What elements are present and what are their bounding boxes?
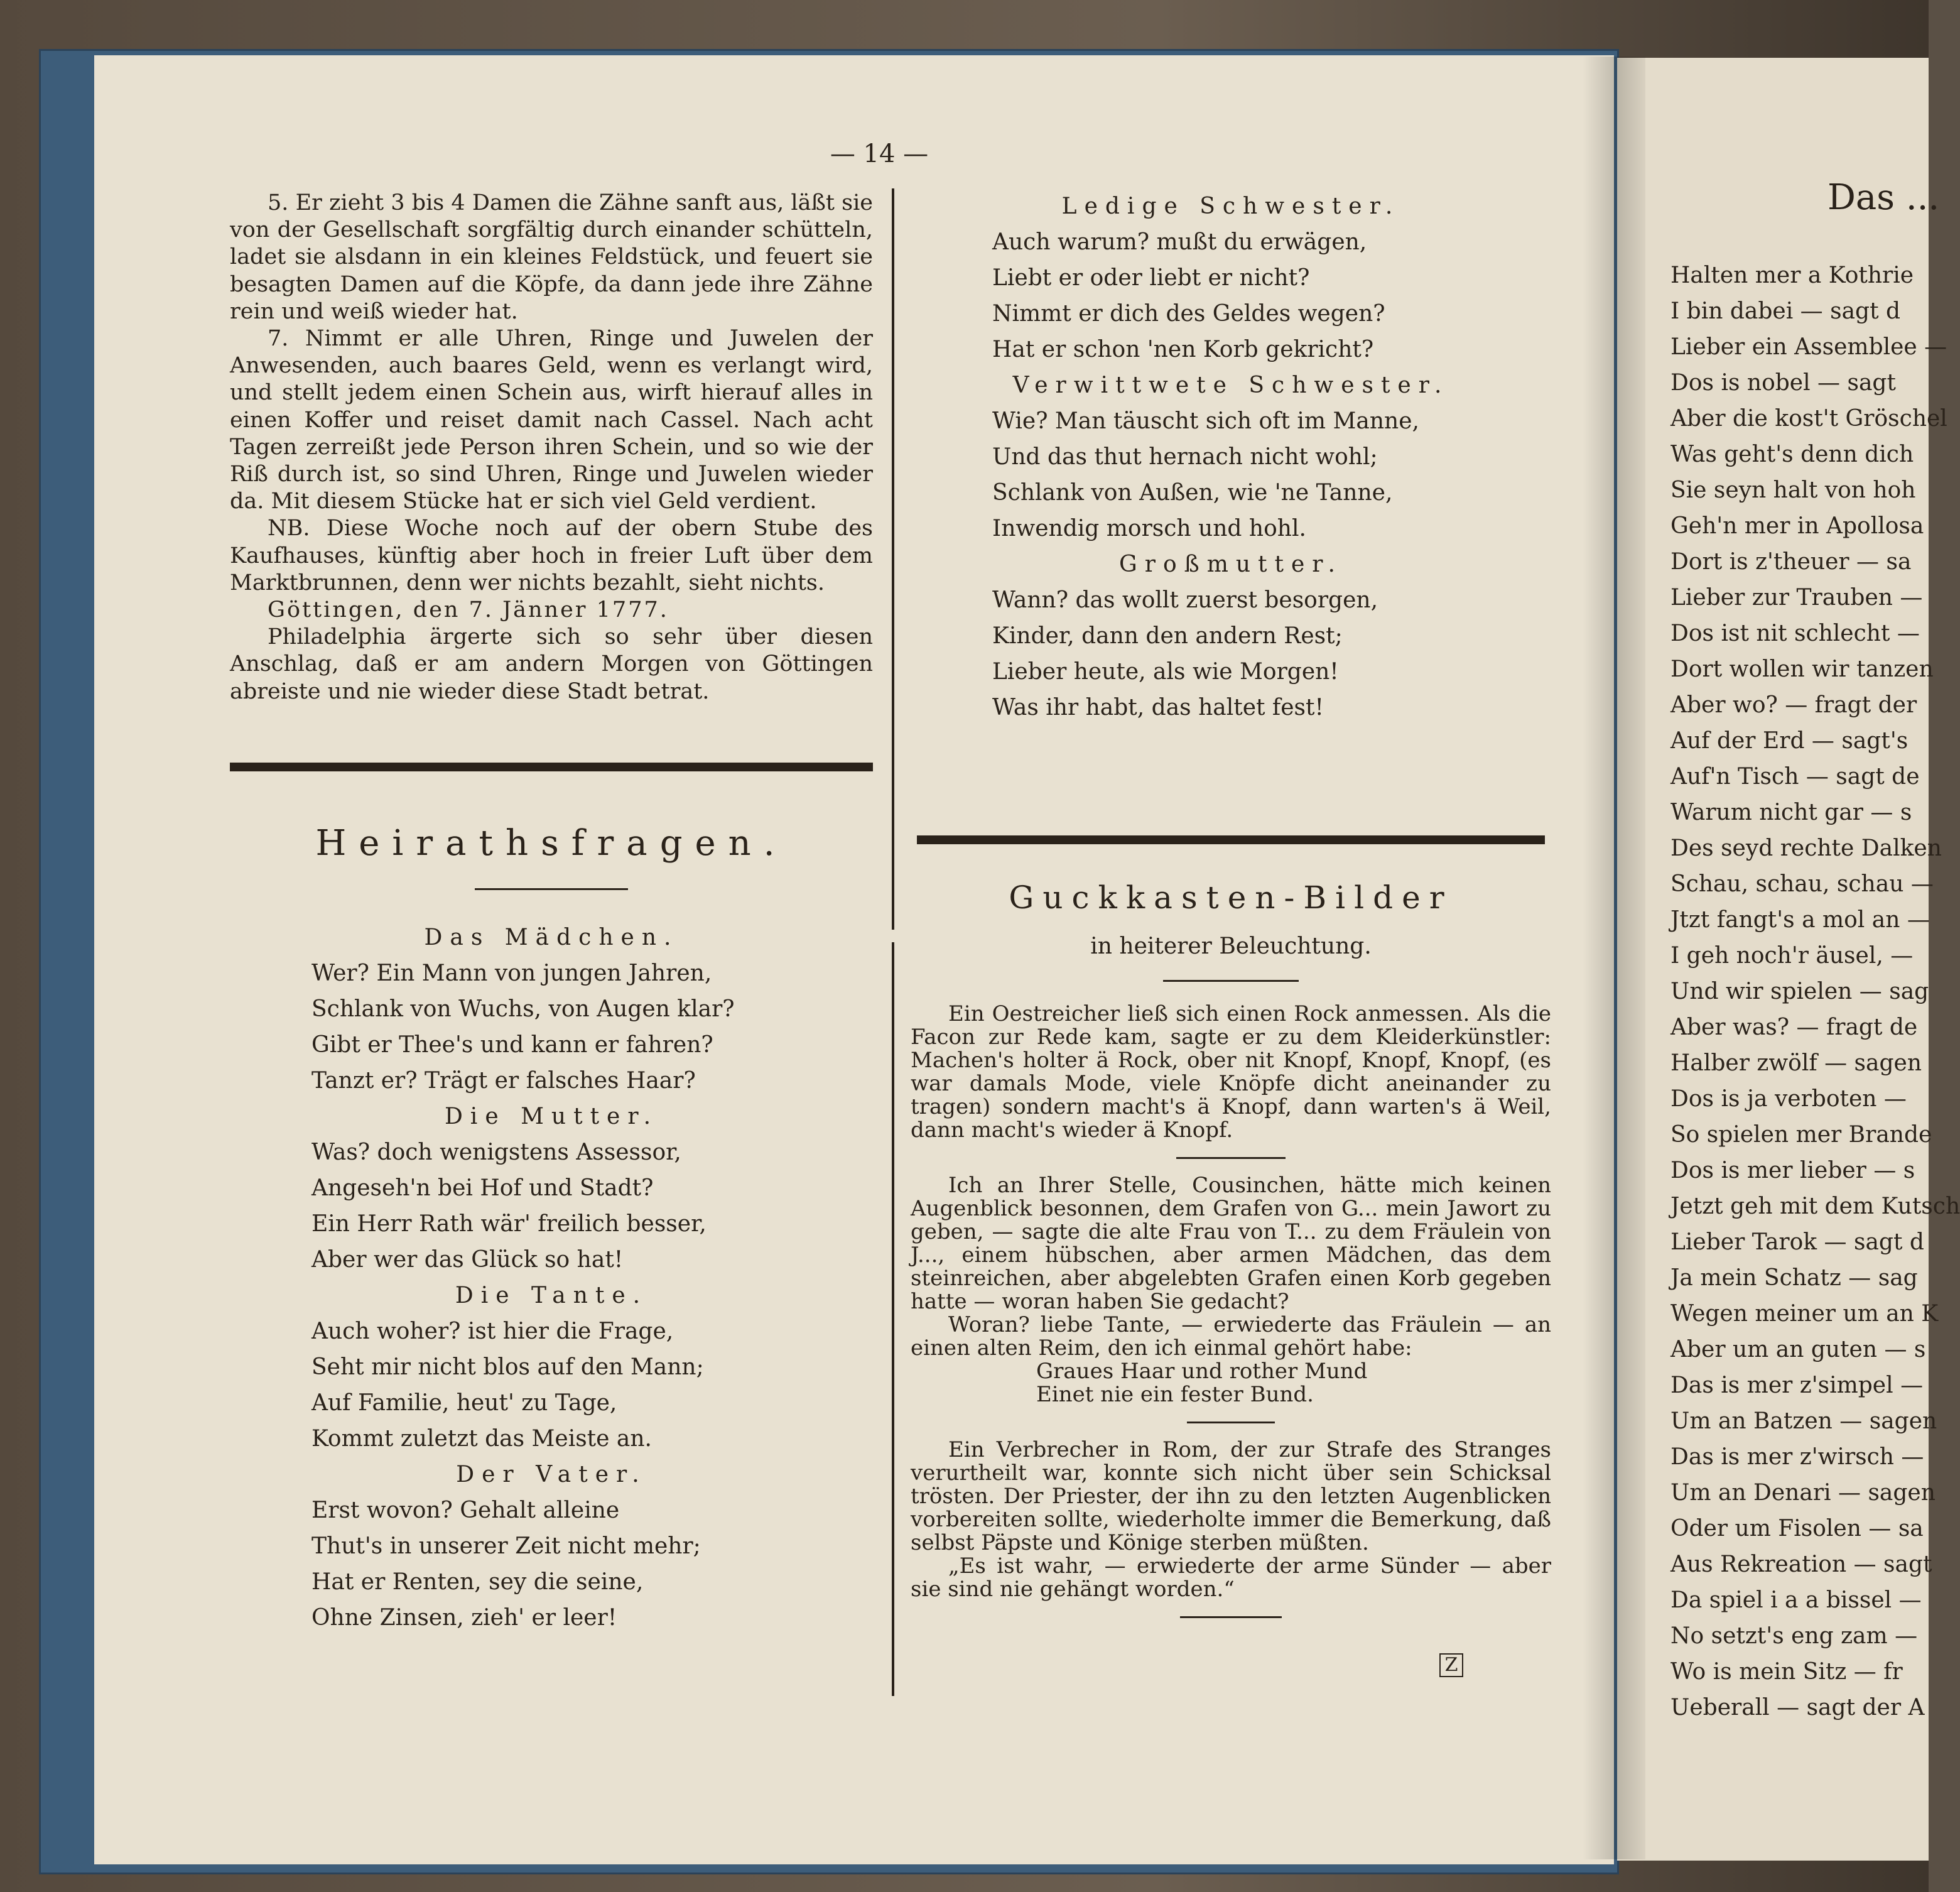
right-line: Um an Denari — sagen — [1670, 1480, 1936, 1506]
right-line: Ja mein Schatz — sag — [1670, 1265, 1918, 1291]
verse-line: Seht mir nicht blos auf den Mann; — [311, 1354, 704, 1380]
right-line: Was geht's denn dich — [1670, 442, 1914, 467]
right-line: Warum nicht gar — s — [1670, 800, 1912, 825]
right-line: Dos is nobel — sagt — [1670, 370, 1896, 396]
verse-line: Nimmt er dich des Geldes wegen? — [992, 301, 1385, 327]
guckkasten-heading: Guckkasten-Bilder — [1009, 879, 1453, 916]
right-line: Dos is mer lieber — s — [1670, 1158, 1915, 1183]
right-line: Oder um Fisolen — sa — [1670, 1516, 1924, 1541]
speaker-grossmutter: Großmutter. — [1119, 552, 1343, 577]
paragraph-7: 7. Nimmt er alle Uhren, Ringe und Juwelen der Anwesenden, auch baares Geld, wenn es verlangt wird, und stellt jedem einen Schein aus, wirft hierauf alles in einen Koffer und reiset damit nach Cassel. Nach acht Tagen zerreißt jede Person ihren Schein, und so wie der Riß durch ist, so sind Uhren, Ringe und Juwelen wieder da. Mit diesem Stücke hat er sich viel Geld verdient. — [230, 326, 873, 514]
right-page-title: Das ... — [1827, 177, 1940, 218]
verse-line: Ohne Zinsen, zieh' er leer! — [311, 1605, 617, 1631]
verse-line: Kinder, dann den andern Rest; — [992, 623, 1343, 649]
verse-line: Tanzt er? Trägt er falsches Haar? — [311, 1068, 696, 1094]
right-line: Schau, schau, schau — — [1670, 871, 1934, 897]
right-line: Lieber Tarok — sagt d — [1670, 1229, 1924, 1255]
right-line: Da spiel i a a bissel — — [1670, 1587, 1922, 1613]
speaker-vater: Der Vater. — [456, 1462, 647, 1487]
right-line: Auf der Erd — sagt's — [1670, 728, 1909, 754]
dateline: Göttingen, den 7. Jänner 1777. — [268, 597, 669, 623]
paragraph-5: 5. Er zieht 3 bis 4 Damen die Zähne sanft aus, läßt sie von der Gesellschaft sorgfältig durch einander schütteln, ladet sie alsdann in ein kleines Feldstück, und feuert sie besagten Damen auf die Köpfe, da dann jede ihre Zähne rein und weiß wieder hat. — [230, 190, 873, 324]
verse-line: Hat er Renten, sey die seine, — [311, 1569, 644, 1595]
verse-line: Kommt zuletzt das Meiste an. — [311, 1426, 652, 1452]
gutter-shadow — [1583, 57, 1645, 1859]
guckkasten-subheading: in heiterer Beleuchtung. — [1090, 933, 1372, 959]
paragraph-nb: NB. Diese Woche noch auf der obern Stube des Kaufhauses, künftig aber hoch in freier Luft über dem Marktbrunnen, denn wer nichts bezahlt, sieht nichts. — [230, 516, 873, 595]
section-divider-middle — [917, 835, 1545, 844]
anecdote-cousinchen: Ich an Ihrer Stelle, Cousinchen, hätte mich keinen Augenblick besonnen, dem Grafen von G... mein Jawort zu geben, — sagte die alte Frau von T... zu dem Fräulein von J..., einem hübschen, aber armen Mädchen, das dem steinreichen, aber abgelebten Grafen einen Korb gegeben hatte — woran haben Sie gedacht? — [911, 1173, 1551, 1314]
poem-left — [230, 920, 873, 1636]
right-line: Aber die kost't Gröschel — [1670, 406, 1947, 432]
verse-line: Wer? Ein Mann von jungen Jahren, — [311, 960, 712, 986]
right-line: Das is mer z'simpel — — [1670, 1373, 1924, 1398]
verse-line: Wie? Man täuscht sich oft im Manne, — [992, 408, 1419, 434]
printer-mark: Z — [1439, 1653, 1463, 1677]
verse-line: Thut's in unserer Zeit nicht mehr; — [311, 1533, 701, 1559]
rhyme-line: Graues Haar und rother Mund — [1036, 1359, 1368, 1384]
heading-underline — [475, 888, 628, 890]
speaker-ledige-schwester: Ledige Schwester. — [1061, 193, 1400, 219]
speaker-maedchen: Das Mädchen. — [424, 925, 679, 950]
anecdote-verbrecher: Ein Verbrecher in Rom, der zur Strafe des Stranges verurtheilt war, konnte sich nicht über sein Schicksal trösten. Der Priester, der ihn zu den letzten Augenblicken vorbereiten sollte, wiederholte immer die Bemerkung, daß selbst Päpste und Könige sterben müßten. — [911, 1437, 1551, 1555]
left-prose-block — [230, 190, 873, 705]
verse-line: Und das thut hernach nicht wohl; — [992, 444, 1378, 470]
right-line: Auf'n Tisch — sagt de — [1670, 764, 1920, 790]
right-line: Wegen meiner um an K — [1670, 1301, 1939, 1327]
subheading-rule — [1163, 980, 1299, 982]
column-separator-bottom — [892, 942, 894, 1696]
right-line: Jetzt geh mit dem Kutsch — [1670, 1193, 1960, 1219]
anecdote-cousinchen-reply: Woran? liebe Tante, — erwiederte das Fräulein — an einen alten Reim, den ich einmal gehört habe: — [911, 1312, 1551, 1361]
right-line: Jtzt fangt's a mol an — — [1670, 907, 1930, 933]
right-line: Dort wollen wir tanzen — [1670, 656, 1934, 682]
right-line: Lieber zur Trauben — — [1670, 585, 1923, 611]
right-line: No setzt's eng zam — — [1670, 1623, 1918, 1649]
right-line: Aus Rekreation — sagt — [1670, 1552, 1932, 1577]
verse-line: Wann? das wollt zuerst besorgen, — [992, 587, 1378, 613]
right-line: Das is mer z'wirsch — — [1670, 1444, 1924, 1470]
closing-paragraph: Philadelphia ärgerte sich so sehr über diesen Anschlag, daß er am andern Morgen von Göttingen abreiste und nie wieder diese Stadt betrat. — [230, 624, 873, 704]
verse-line: Auch woher? ist hier die Frage, — [311, 1318, 674, 1344]
verse-line: Hat er schon 'nen Korb gekricht? — [992, 337, 1374, 362]
verse-line: Lieber heute, als wie Morgen! — [992, 659, 1339, 685]
right-line: Geh'n mer in Apollosa — [1670, 513, 1924, 539]
right-line: Aber um an guten — s — [1670, 1337, 1926, 1362]
right-page-lines — [1670, 258, 1960, 1726]
verse-line: Auch warum? mußt du erwägen, — [992, 229, 1367, 255]
right-line: Ueberall — sagt der A — [1670, 1695, 1925, 1721]
heirathsfragen-heading: Heirathsfragen. — [315, 823, 788, 864]
right-line: Halten mer a Kothrie — [1670, 263, 1914, 288]
verse-line: Inwendig morsch und hohl. — [992, 516, 1306, 541]
verse-line: Was ihr habt, das haltet fest! — [992, 695, 1324, 720]
right-line: I geh noch'r äusel, — — [1670, 943, 1914, 969]
right-line: Sie seyn halt von hoh — [1670, 477, 1916, 503]
poem-middle — [917, 188, 1545, 726]
verse-line: Was? doch wenigstens Assessor, — [311, 1139, 681, 1165]
page-number: — 14 — — [830, 139, 929, 168]
verse-line: Schlank von Wuchs, von Augen klar? — [311, 996, 735, 1022]
closing-rule — [1180, 1616, 1282, 1618]
right-line: I bin dabei — sagt d — [1670, 298, 1901, 324]
verse-line: Auf Familie, heut' zu Tage, — [311, 1390, 617, 1416]
right-line: Dos is ja verboten — — [1670, 1086, 1907, 1112]
section-divider-left — [230, 763, 873, 771]
speaker-tante: Die Tante. — [455, 1283, 648, 1308]
right-line: Lieber ein Assemblee — — [1670, 334, 1947, 360]
right-line: Dos ist nit schlecht — — [1670, 621, 1920, 646]
rhyme-line: Einet nie ein fester Bund. — [1036, 1382, 1314, 1407]
right-line: Aber wo? — fragt der — [1670, 692, 1917, 718]
speaker-mutter: Die Mutter. — [444, 1104, 659, 1129]
right-line: Aber was? — fragt de — [1670, 1014, 1918, 1040]
verse-line: Ein Herr Rath wär' freilich besser, — [311, 1211, 707, 1237]
column-separator-top — [892, 188, 894, 930]
right-line: So spielen mer Brande — [1670, 1122, 1932, 1148]
right-line: Und wir spielen — sag — [1670, 979, 1929, 1004]
verse-line: Gibt er Thee's und kann er fahren? — [311, 1032, 713, 1058]
verse-line: Aber wer das Glück so hat! — [311, 1247, 624, 1273]
right-line: Wo is mein Sitz — fr — [1670, 1659, 1903, 1685]
right-line: Halber zwölf — sagen — [1670, 1050, 1922, 1076]
verse-line: Liebt er oder liebt er nicht? — [992, 265, 1310, 291]
right-line: Um an Batzen — sagen — [1670, 1408, 1937, 1434]
verse-line: Schlank von Außen, wie 'ne Tanne, — [992, 480, 1393, 506]
middle-prose-block — [911, 1003, 1551, 1618]
right-line: Dort is z'theuer — sa — [1670, 549, 1912, 575]
anecdote-oestreicher: Ein Oestreicher ließ sich einen Rock anmessen. Als die Facon zur Rede kam, sagte er zu dem Kleiderkünstler: Machen's holter ä Rock, ober nit Knopf, Knopf, Knopf, (es war damals Mode, viele Knöpfe dicht aneinander zu tragen) sondern macht's ä Knopf, dann warten's ä Weil, dann macht's wieder ä Knopf. — [911, 1001, 1551, 1143]
verse-line: Angeseh'n bei Hof und Stadt? — [311, 1175, 654, 1201]
right-line: Des seyd rechte Dalken — [1670, 835, 1942, 861]
speaker-verwittwete-schwester: Verwittwete Schwester. — [1012, 372, 1449, 398]
verse-line: Erst wovon? Gehalt alleine — [311, 1498, 620, 1523]
anecdote-verbrecher-reply: „Es ist wahr, — erwiederte der arme Sünder — aber sie sind nie gehängt worden.“ — [911, 1553, 1551, 1602]
